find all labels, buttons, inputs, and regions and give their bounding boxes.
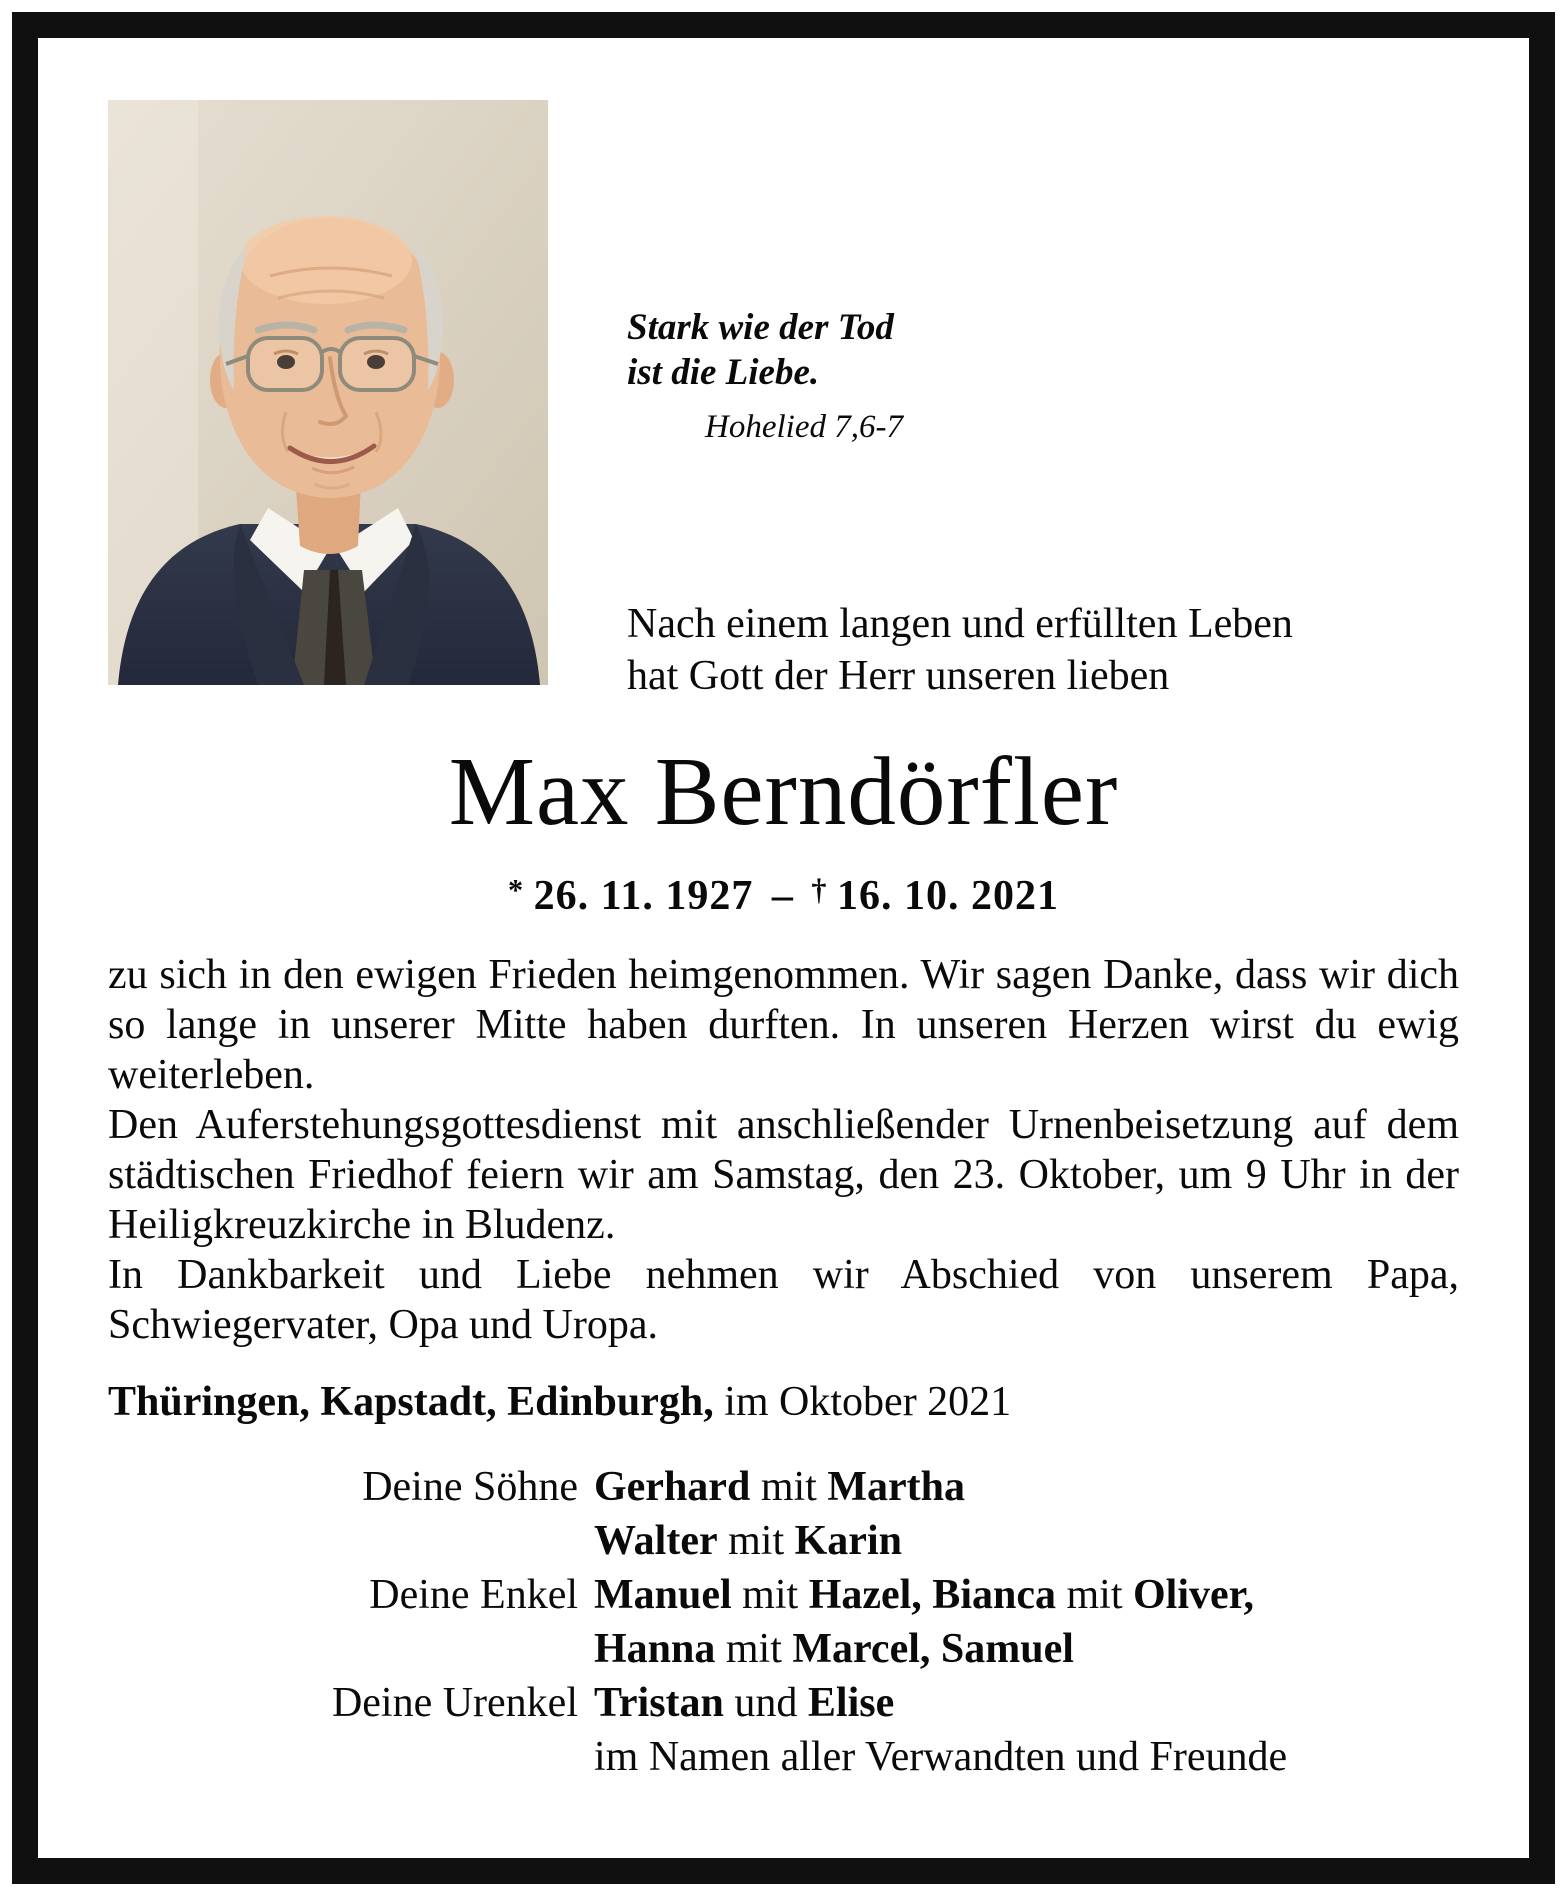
places-dateline — [108, 1378, 1459, 1426]
family-relation-label: Deine Urenkel — [331, 1680, 578, 1726]
death-symbol: † — [811, 872, 827, 907]
family-list — [108, 1460, 1459, 1784]
scripture-quote — [627, 305, 1459, 450]
black-frame-border — [12, 12, 1555, 1884]
birth-date: 26. 11. 1927 — [533, 873, 754, 919]
quote-and-intro-column — [627, 100, 1459, 702]
month-year: im Oktober 2021 — [724, 1379, 1012, 1425]
death-date: 16. 10. 2021 — [836, 873, 1059, 919]
obituary-content — [38, 38, 1529, 1858]
quote-attribution: Hohelied 7,6-7 — [705, 409, 903, 445]
body-paragraph: In Dankbarkeit und Liebe nehmen wir Abschied von unserem Papa, Schwiegervater, Opa und Uropa. — [108, 1252, 1459, 1348]
deceased-name: Max Berndörfler — [448, 738, 1119, 845]
family-row — [108, 1514, 1459, 1568]
body-paragraph: zu sich in den ewigen Frieden heimgenommen. Wir sagen Danke, dass wir dich so lange in unserer Mitte haben durften. In unseren Herzen wirst du ewig weiterleben. — [108, 952, 1459, 1098]
obituary-body — [108, 950, 1459, 1350]
family-names: Gerhard mit Martha — [594, 1464, 965, 1510]
portrait-photo — [108, 100, 548, 685]
family-names: Walter mit Karin — [594, 1518, 902, 1564]
family-relation-label: Deine Söhne — [362, 1464, 578, 1510]
top-section — [108, 100, 1459, 702]
family-row — [108, 1460, 1459, 1514]
portrait-illustration — [108, 100, 548, 685]
date-separator: – — [771, 873, 793, 919]
family-row — [108, 1568, 1459, 1622]
family-relation-label: Deine Enkel — [369, 1572, 578, 1618]
closing-line: im Namen aller Verwandten und Freunde — [594, 1734, 1288, 1780]
intro-text — [627, 598, 1459, 702]
intro-line: Nach einem langen und erfüllten Leben — [627, 601, 1293, 647]
family-names: Tristan und Elise — [594, 1680, 895, 1726]
life-dates — [108, 872, 1459, 920]
family-row — [108, 1730, 1459, 1784]
family-names: Manuel mit Hazel, Bianca mit Oliver, — [594, 1572, 1254, 1618]
family-names: Hanna mit Marcel, Samuel — [594, 1626, 1074, 1672]
family-row — [108, 1622, 1459, 1676]
quote-line: ist die Liebe. — [627, 352, 820, 393]
body-paragraph: Den Auferstehungsgottesdienst mit anschließender Urnenbeisetzung auf dem städtischen Friedhof feiern wir am Samstag, den 23. Oktober, um 9 Uhr in der Heiligkreuzkirche in Bludenz. — [108, 1102, 1459, 1248]
family-relation-label — [108, 1514, 578, 1568]
family-relation-label — [108, 1730, 578, 1784]
quote-line: Stark wie der Tod — [627, 307, 894, 348]
intro-line: hat Gott der Herr unseren lieben — [627, 653, 1170, 699]
birth-symbol: * — [508, 872, 524, 907]
family-row — [108, 1676, 1459, 1730]
family-relation-label — [108, 1622, 578, 1676]
places: Thüringen, Kapstadt, Edinburgh, — [108, 1379, 714, 1425]
